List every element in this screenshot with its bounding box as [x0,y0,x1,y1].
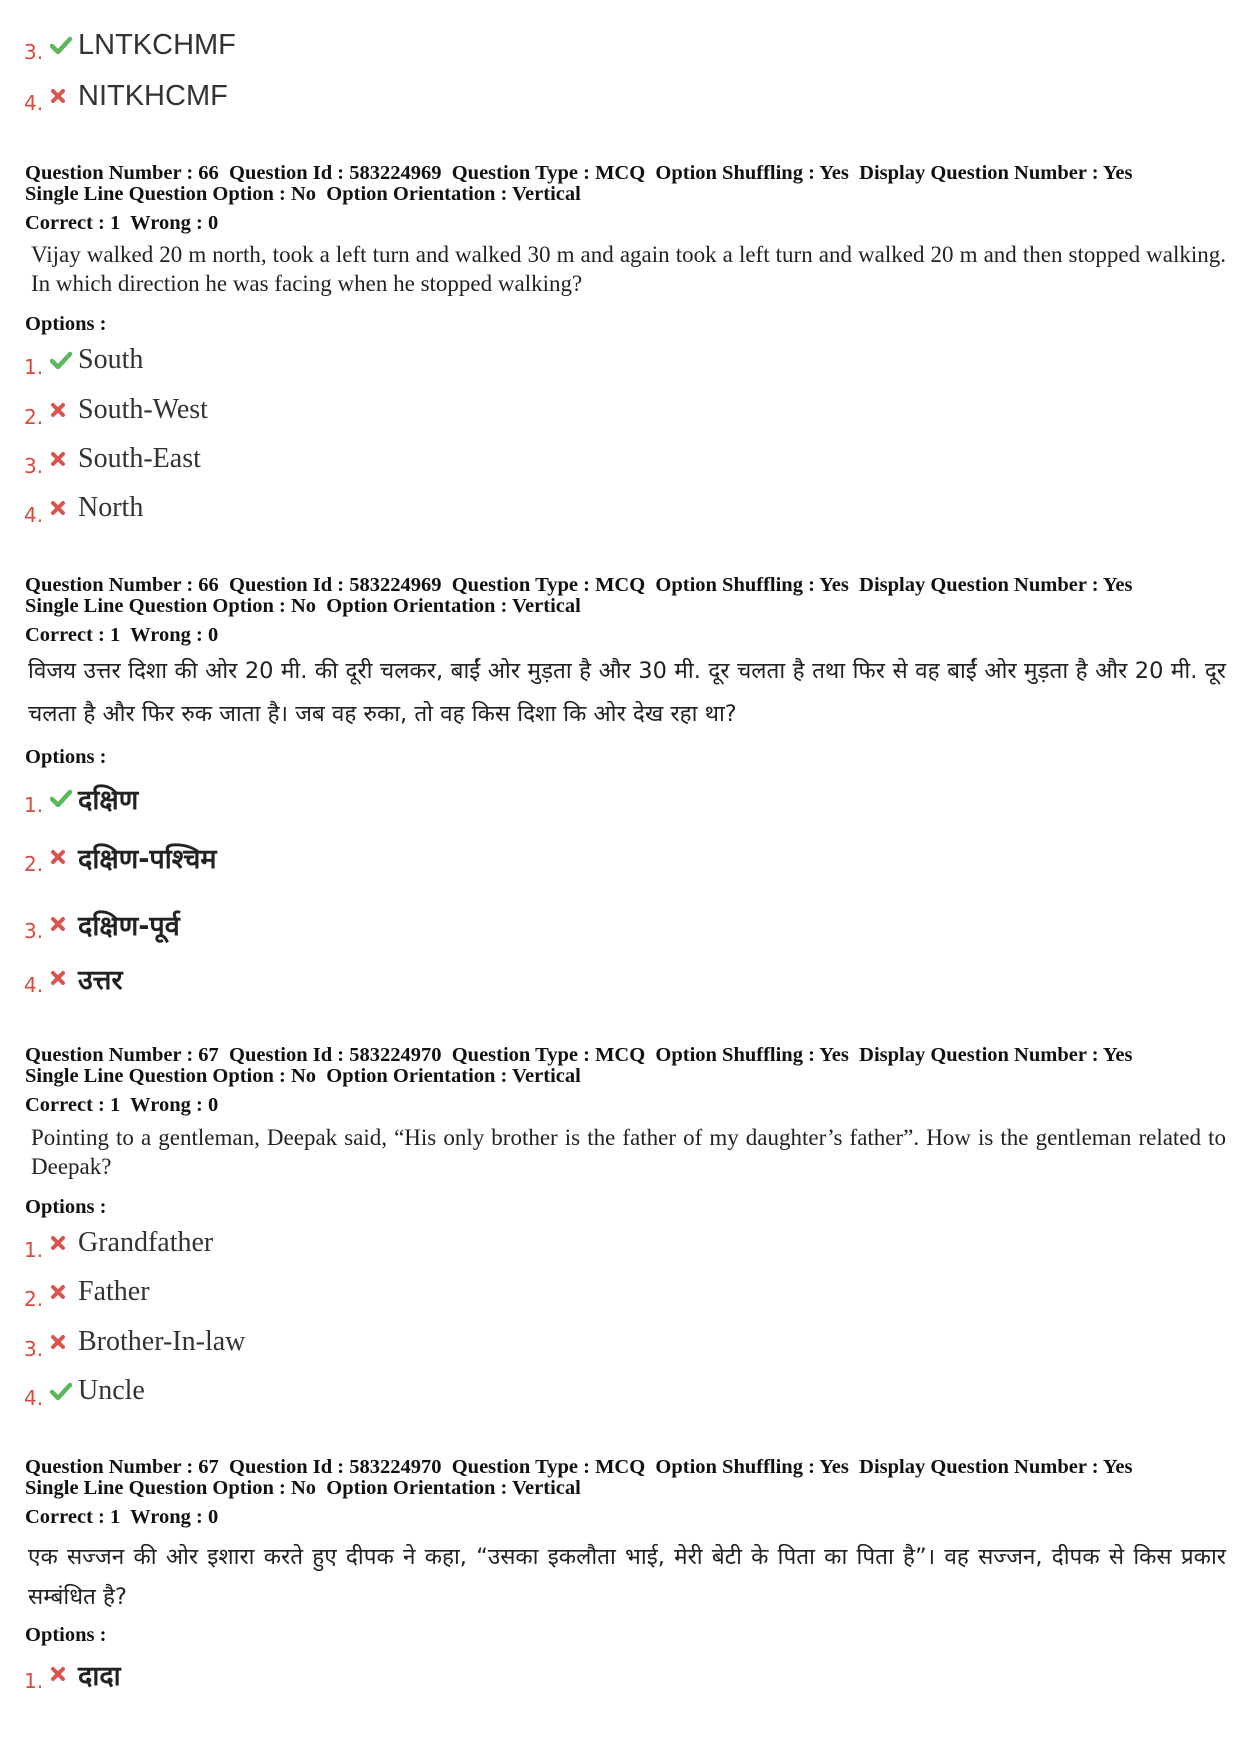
cross-icon [50,967,78,989]
option-number: 2. [24,405,44,429]
cross-icon [50,1663,78,1685]
option-item [24,343,143,377]
option-item [24,1657,121,1691]
option-text: Father [78,1276,150,1307]
question-meta: Question Number : 66 Question Id : 583224969 Question Type : MCQ Option Shuffling : Yes Display Question Number : Yes [25,162,1133,184]
option-item [24,1374,145,1408]
check-icon [50,1380,78,1402]
option-item [24,961,123,995]
option-text: दक्षिण-पूर्व [78,910,180,942]
cross-icon [50,1281,78,1303]
option-item [24,781,138,815]
option-number: 4. [24,1386,44,1410]
option-item [24,28,236,62]
question-meta-line2: Single Line Question Option : No Option Orientation : Vertical [25,1477,581,1499]
question-meta: Question Number : 66 Question Id : 583224969 Question Type : MCQ Option Shuffling : Yes Display Question Number : Yes [25,574,1133,596]
option-text: उत्तर [78,964,123,996]
option-number: 4. [24,973,44,997]
option-number: 1. [24,793,44,817]
question-marks: Correct : 1 Wrong : 0 [25,1506,219,1528]
option-text: North [78,492,144,523]
cross-icon [50,846,78,868]
question-text: Pointing to a gentleman, Deepak said, “His only brother is the father of my daughter’s father”. How is the gentleman related to Deepak? [31,1125,1226,1179]
option-number: 3. [24,454,44,478]
question-marks: Correct : 1 Wrong : 0 [25,212,219,234]
option-item [24,393,208,427]
question-meta: Question Number : 67 Question Id : 583224970 Question Type : MCQ Option Shuffling : Yes Display Question Number : Yes [25,1456,1133,1478]
option-number: 3. [24,40,44,64]
option-text: Grandfather [78,1227,214,1258]
option-text: NITKHCMF [78,79,228,112]
option-number: 1. [24,355,44,379]
option-item [24,840,217,874]
cross-icon [50,85,78,107]
cross-icon [50,913,78,935]
question-text: एक सज्जन की ओर इशारा करते हुए दीपक ने कहा, “उसका इकलौता भाई, मेरी बेटी के पिता का पिता है”। वह सज्जन, दीपक से किस प्रकार सम्बंधित है? [28,1544,1226,1610]
question-marks: Correct : 1 Wrong : 0 [25,1094,219,1116]
options-label: Options : [25,746,107,768]
option-number: 4. [24,503,44,527]
check-icon [50,34,78,56]
option-number: 1. [24,1238,44,1262]
option-number: 2. [24,1287,44,1311]
option-number: 3. [24,919,44,943]
option-item [24,491,143,525]
option-item [24,1275,150,1309]
option-number: 1. [24,1669,44,1693]
options-label: Options : [25,1196,107,1218]
question-meta: Question Number : 67 Question Id : 583224970 Question Type : MCQ Option Shuffling : Yes Display Question Number : Yes [25,1044,1133,1066]
question-meta-line2: Single Line Question Option : No Option Orientation : Vertical [25,1065,581,1087]
check-icon [50,349,78,371]
option-item [24,1325,245,1359]
option-text: दक्षिण [78,784,139,816]
option-text: Uncle [78,1375,145,1406]
cross-icon [50,448,78,470]
question-text: Vijay walked 20 m north, took a left turn and walked 30 m and again took a left turn and walked 20 m and then stopped walking. In which direction he was facing when he stopped walking? [31,242,1226,296]
question-meta-line2: Single Line Question Option : No Option Orientation : Vertical [25,595,581,617]
option-text: LNTKCHMF [78,28,236,61]
question-meta-line2: Single Line Question Option : No Option Orientation : Vertical [25,183,581,205]
option-number: 2. [24,852,44,876]
option-number: 4. [24,91,44,115]
option-text: South-East [78,443,201,474]
question-marks: Correct : 1 Wrong : 0 [25,624,219,646]
options-label: Options : [25,1624,107,1646]
cross-icon [50,399,78,421]
option-number: 3. [24,1337,44,1361]
check-icon [50,787,78,809]
option-text: South [78,344,144,375]
option-item [24,442,201,476]
options-label: Options : [25,313,107,335]
question-text: विजय उत्तर दिशा की ओर 20 मी. की दूरी चलकर, बाईं ओर मुड़ता है और 30 मी. दूर चलता है तथा फिर से वह बाईं ओर मुड़ता है और 20 मी. दूर चलता है और फिर रुक जाता है। जब वह रुका, तो वह किस दिशा कि ओर देख रहा था? [28,658,1227,727]
cross-icon [50,1232,78,1254]
option-item [24,79,228,113]
cross-icon [50,1331,78,1353]
option-text: दक्षिण-पश्चिम [78,843,217,875]
option-item [24,907,180,941]
option-text: South-West [78,394,208,425]
cross-icon [50,497,78,519]
option-text: दादा [78,1660,121,1692]
option-item [24,1226,213,1260]
option-text: Brother-In-law [78,1326,246,1357]
